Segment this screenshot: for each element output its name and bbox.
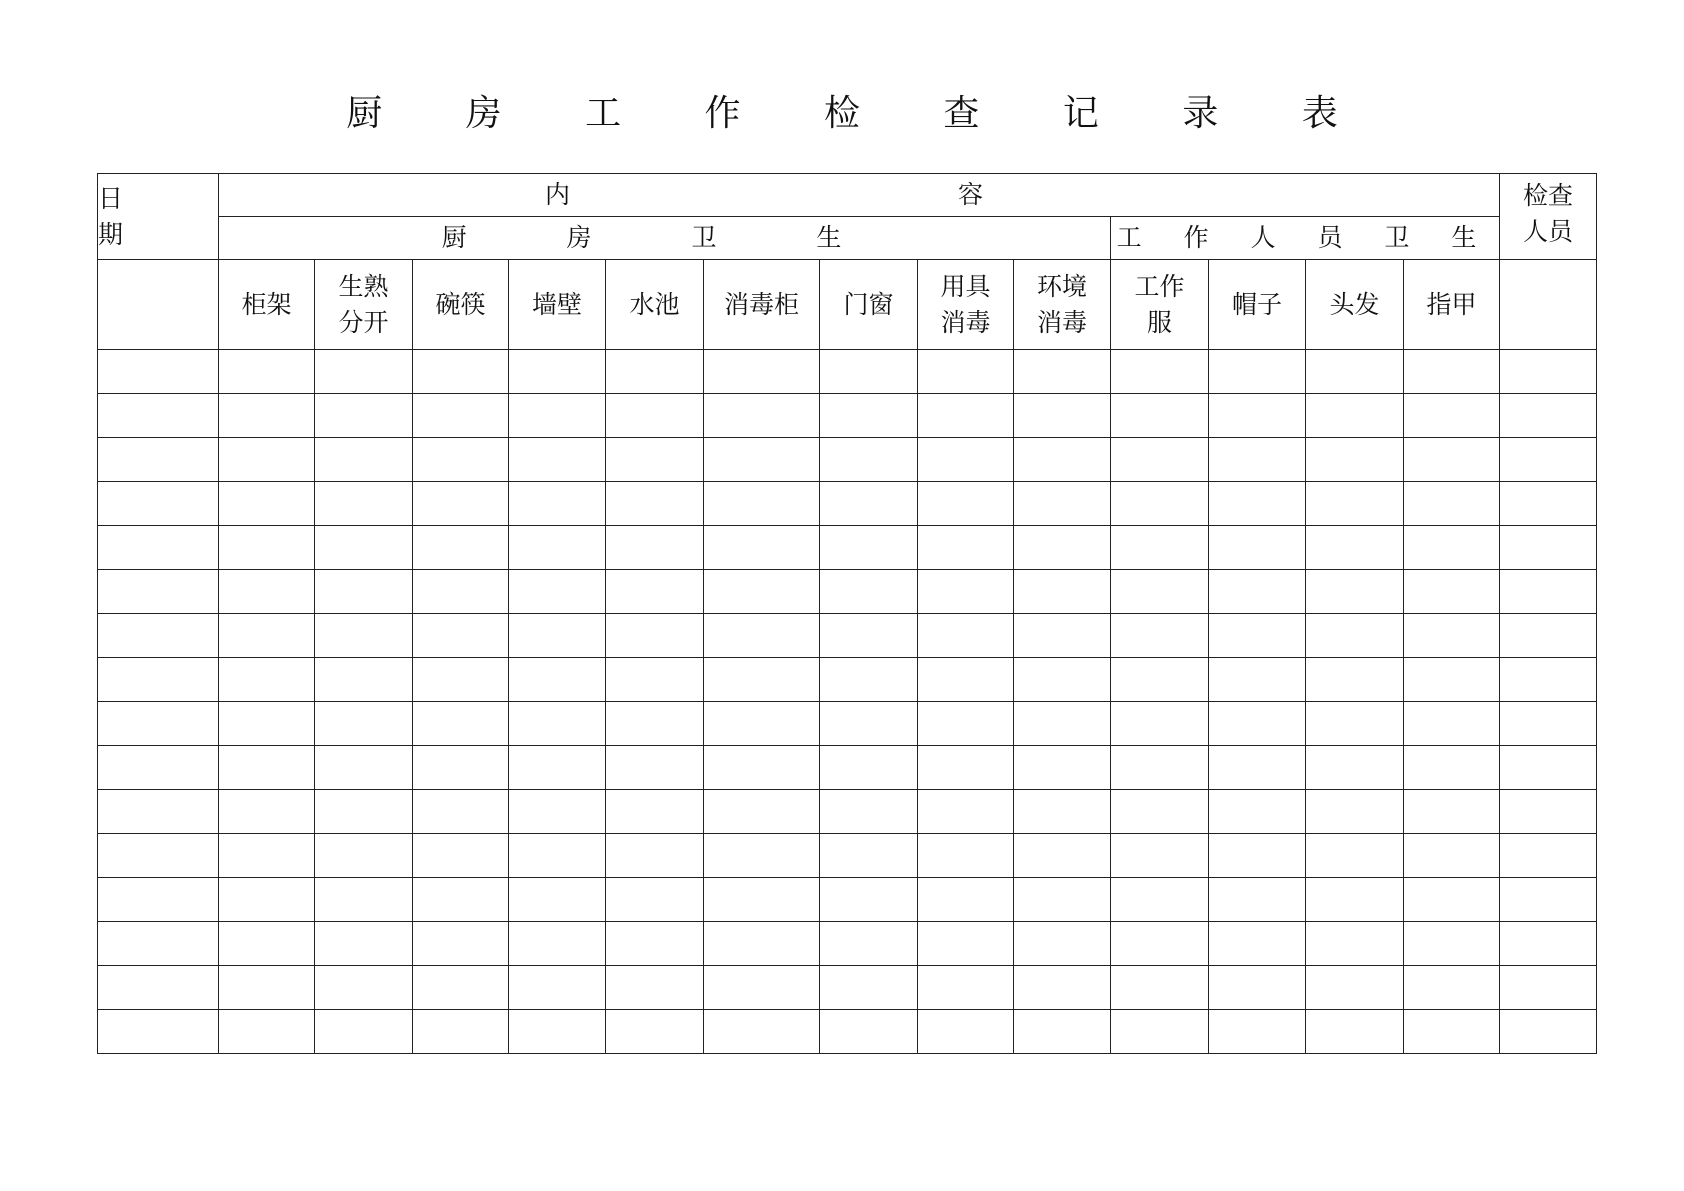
check-cell[interactable] [1111,834,1209,878]
check-cell[interactable] [315,702,413,746]
table-row [98,350,1597,394]
check-cell[interactable] [1209,394,1306,438]
check-cell[interactable] [219,350,315,394]
check-cell[interactable] [219,394,315,438]
check-cell[interactable] [1209,834,1306,878]
check-cell[interactable] [1111,438,1209,482]
check-cell[interactable] [606,394,704,438]
date-cell[interactable] [98,438,219,482]
check-cell[interactable] [918,658,1014,702]
check-cell[interactable] [315,966,413,1010]
check-cell[interactable] [1404,570,1500,614]
date-cell[interactable] [98,394,219,438]
check-cell[interactable] [1014,922,1111,966]
column-header [704,260,820,350]
check-cell[interactable] [606,702,704,746]
column-header-line1: 帽子 [1231,289,1282,319]
check-cell[interactable] [413,350,509,394]
check-cell[interactable] [315,790,413,834]
check-cell[interactable] [606,746,704,790]
check-cell[interactable] [1404,966,1500,1010]
check-cell[interactable] [606,658,704,702]
check-cell[interactable] [820,350,918,394]
check-cell[interactable] [1306,350,1404,394]
table-row [98,966,1597,1010]
check-cell[interactable] [704,878,820,922]
table-row [98,834,1597,878]
check-cell[interactable] [315,350,413,394]
check-cell[interactable] [509,966,606,1010]
check-cell[interactable] [918,526,1014,570]
check-cell[interactable] [1209,350,1306,394]
date-cell[interactable] [98,658,219,702]
check-cell[interactable] [704,1010,820,1054]
check-cell[interactable] [1404,614,1500,658]
check-cell[interactable] [820,438,918,482]
column-header [918,260,1014,350]
check-cell[interactable] [1014,438,1111,482]
check-cell[interactable] [1404,350,1500,394]
check-cell[interactable] [704,790,820,834]
check-cell[interactable] [606,482,704,526]
check-cell[interactable] [918,746,1014,790]
check-cell[interactable] [918,702,1014,746]
inspector-cell[interactable] [1500,570,1597,614]
check-cell[interactable] [413,702,509,746]
inspector-column-blank [1500,260,1597,350]
check-cell[interactable] [1209,790,1306,834]
check-cell[interactable] [1014,350,1111,394]
check-cell[interactable] [820,834,918,878]
check-cell[interactable] [918,790,1014,834]
check-cell[interactable] [820,702,918,746]
check-cell[interactable] [1404,394,1500,438]
check-cell[interactable] [315,526,413,570]
check-cell[interactable] [1209,438,1306,482]
check-cell[interactable] [1111,614,1209,658]
check-cell[interactable] [413,746,509,790]
check-cell[interactable] [1306,570,1404,614]
check-cell[interactable] [606,438,704,482]
check-cell[interactable] [315,834,413,878]
check-cell[interactable] [1209,1010,1306,1054]
check-cell[interactable] [315,394,413,438]
check-cell[interactable] [1111,966,1209,1010]
table-row [98,790,1597,834]
column-header-line1: 消毒柜 [723,289,799,319]
check-cell[interactable] [1014,746,1111,790]
inspector-header-line1: 检查 [1522,181,1573,210]
check-cell[interactable] [1014,702,1111,746]
table-row [98,482,1597,526]
check-cell[interactable] [1014,1010,1111,1054]
check-cell[interactable] [413,658,509,702]
check-cell[interactable] [918,878,1014,922]
check-cell[interactable] [1306,834,1404,878]
check-cell[interactable] [704,394,820,438]
check-cell[interactable] [704,482,820,526]
check-cell[interactable] [509,878,606,922]
check-cell[interactable] [1209,482,1306,526]
column-header-line2: 消毒 [1036,307,1087,337]
check-cell[interactable] [1209,570,1306,614]
check-cell[interactable] [413,570,509,614]
check-cell[interactable] [1014,966,1111,1010]
check-cell[interactable] [1306,658,1404,702]
column-header [606,260,704,350]
check-cell[interactable] [413,834,509,878]
date-cell[interactable] [98,790,219,834]
table-row [98,438,1597,482]
check-cell[interactable] [820,878,918,922]
check-cell[interactable] [606,526,704,570]
check-cell[interactable] [1014,658,1111,702]
check-cell[interactable] [820,746,918,790]
inspector-cell[interactable] [1500,526,1597,570]
check-cell[interactable] [918,482,1014,526]
table-row [98,702,1597,746]
check-cell[interactable] [1209,614,1306,658]
column-header [820,260,918,350]
check-cell[interactable] [1306,1010,1404,1054]
table-row [98,746,1597,790]
check-cell[interactable] [820,922,918,966]
inspector-cell[interactable] [1500,790,1597,834]
inspector-cell[interactable] [1500,658,1597,702]
check-cell[interactable] [820,966,918,1010]
check-cell[interactable] [606,570,704,614]
inspector-cell[interactable] [1500,438,1597,482]
check-cell[interactable] [1306,438,1404,482]
check-cell[interactable] [704,746,820,790]
check-cell[interactable] [918,614,1014,658]
check-cell[interactable] [1209,966,1306,1010]
check-cell[interactable] [1014,570,1111,614]
inspection-record-table [97,173,1597,1054]
check-cell[interactable] [1111,394,1209,438]
date-cell[interactable] [98,526,219,570]
check-cell[interactable] [918,922,1014,966]
check-cell[interactable] [704,966,820,1010]
check-cell[interactable] [1014,614,1111,658]
column-header-line1: 门窗 [843,289,894,319]
inspector-cell[interactable] [1500,482,1597,526]
check-cell[interactable] [509,702,606,746]
check-cell[interactable] [918,350,1014,394]
check-cell[interactable] [509,394,606,438]
column-header-line2: 服 [1146,307,1172,337]
check-cell[interactable] [1111,702,1209,746]
check-cell[interactable] [219,438,315,482]
check-cell[interactable] [219,658,315,702]
check-cell[interactable] [315,922,413,966]
check-cell[interactable] [1209,658,1306,702]
check-cell[interactable] [1404,922,1500,966]
check-cell[interactable] [315,878,413,922]
column-header [509,260,606,350]
check-cell[interactable] [704,570,820,614]
column-header-line2: 分开 [338,307,389,337]
inspector-cell[interactable] [1500,922,1597,966]
inspector-cell[interactable] [1500,746,1597,790]
check-cell[interactable] [219,482,315,526]
check-cell[interactable] [606,1010,704,1054]
check-cell[interactable] [509,922,606,966]
check-cell[interactable] [1306,614,1404,658]
date-cell[interactable] [98,834,219,878]
check-cell[interactable] [1014,482,1111,526]
date-cell[interactable] [98,614,219,658]
date-cell[interactable] [98,922,219,966]
check-cell[interactable] [413,790,509,834]
inspector-cell[interactable] [1500,394,1597,438]
check-cell[interactable] [413,878,509,922]
check-cell[interactable] [509,570,606,614]
check-cell[interactable] [606,878,704,922]
table-row [98,614,1597,658]
check-cell[interactable] [315,746,413,790]
check-cell[interactable] [1111,482,1209,526]
check-cell[interactable] [1404,1010,1500,1054]
check-cell[interactable] [1111,658,1209,702]
check-cell[interactable] [1404,658,1500,702]
check-cell[interactable] [704,922,820,966]
check-cell[interactable] [219,834,315,878]
check-cell[interactable] [918,966,1014,1010]
date-cell[interactable] [98,878,219,922]
column-header-line1: 头发 [1329,289,1380,319]
check-cell[interactable] [1111,790,1209,834]
check-cell[interactable] [315,570,413,614]
check-cell[interactable] [1209,526,1306,570]
column-header-line1: 生熟 [338,271,389,301]
check-cell[interactable] [1306,702,1404,746]
table-row [98,878,1597,922]
date-column-blank [98,260,219,350]
check-cell[interactable] [820,482,918,526]
check-cell[interactable] [509,526,606,570]
date-cell[interactable] [98,1010,219,1054]
date-cell[interactable] [98,570,219,614]
check-cell[interactable] [1404,702,1500,746]
date-cell[interactable] [98,746,219,790]
check-cell[interactable] [820,570,918,614]
check-cell[interactable] [1209,746,1306,790]
column-header [1111,260,1209,350]
check-cell[interactable] [219,526,315,570]
check-cell[interactable] [1306,878,1404,922]
inspector-cell[interactable] [1500,1010,1597,1054]
check-cell[interactable] [509,482,606,526]
check-cell[interactable] [704,526,820,570]
check-cell[interactable] [509,350,606,394]
check-cell[interactable] [820,526,918,570]
check-cell[interactable] [1014,394,1111,438]
inspector-header-line2: 人员 [1522,217,1573,246]
check-cell[interactable] [1209,702,1306,746]
check-cell[interactable] [704,834,820,878]
check-cell[interactable] [1306,746,1404,790]
check-cell[interactable] [1014,834,1111,878]
date-cell[interactable] [98,702,219,746]
check-cell[interactable] [219,878,315,922]
check-cell[interactable] [1209,922,1306,966]
column-header-line2: 消毒 [940,307,991,337]
inspector-cell[interactable] [1500,834,1597,878]
inspector-cell[interactable] [1500,350,1597,394]
check-cell[interactable] [1404,438,1500,482]
check-cell[interactable] [219,614,315,658]
column-header-line1: 用具 [940,271,991,301]
check-cell[interactable] [606,614,704,658]
check-cell[interactable] [315,482,413,526]
kitchen-hygiene-header: 厨 房 卫 生 [219,217,1111,260]
check-cell[interactable] [704,350,820,394]
check-cell[interactable] [820,614,918,658]
check-cell[interactable] [1404,746,1500,790]
inspector-cell[interactable] [1500,614,1597,658]
check-cell[interactable] [820,658,918,702]
check-cell[interactable] [606,922,704,966]
check-cell[interactable] [413,922,509,966]
check-cell[interactable] [820,394,918,438]
check-cell[interactable] [219,1010,315,1054]
column-header-line1: 环境 [1036,271,1087,301]
table-row [98,922,1597,966]
check-cell[interactable] [606,790,704,834]
check-cell[interactable] [918,834,1014,878]
check-cell[interactable] [820,1010,918,1054]
check-cell[interactable] [509,658,606,702]
content-header: 内 容 [219,174,1500,217]
check-cell[interactable] [820,790,918,834]
check-cell[interactable] [219,570,315,614]
check-cell[interactable] [315,438,413,482]
column-header-line1: 碗筷 [435,289,486,319]
date-cell[interactable] [98,966,219,1010]
check-cell[interactable] [1404,526,1500,570]
column-header [413,260,509,350]
check-cell[interactable] [606,834,704,878]
column-header [1209,260,1306,350]
column-header [219,260,315,350]
check-cell[interactable] [509,746,606,790]
column-header-line1: 墙壁 [531,289,582,319]
check-cell[interactable] [1306,790,1404,834]
column-header-line1: 柜架 [241,289,292,319]
check-cell[interactable] [509,614,606,658]
check-cell[interactable] [509,834,606,878]
check-cell[interactable] [1014,790,1111,834]
date-header: 日 期 [98,174,219,260]
check-cell[interactable] [413,526,509,570]
check-cell[interactable] [413,482,509,526]
check-cell[interactable] [1404,878,1500,922]
check-cell[interactable] [413,614,509,658]
check-cell[interactable] [219,790,315,834]
check-cell[interactable] [219,702,315,746]
check-cell[interactable] [1404,482,1500,526]
check-cell[interactable] [413,394,509,438]
check-cell[interactable] [315,614,413,658]
check-cell[interactable] [918,394,1014,438]
date-cell[interactable] [98,350,219,394]
check-cell[interactable] [918,1010,1014,1054]
table-row [98,658,1597,702]
column-header [1014,260,1111,350]
check-cell[interactable] [1404,790,1500,834]
check-cell[interactable] [1111,746,1209,790]
check-cell[interactable] [509,1010,606,1054]
column-header-line1: 水池 [629,289,680,319]
check-cell[interactable] [918,438,1014,482]
check-cell[interactable] [509,438,606,482]
check-cell[interactable] [1014,526,1111,570]
check-cell[interactable] [606,966,704,1010]
check-cell[interactable] [219,746,315,790]
check-cell[interactable] [1111,570,1209,614]
column-header-line1: 工作 [1134,271,1185,301]
check-cell[interactable] [1306,394,1404,438]
check-cell[interactable] [1111,350,1209,394]
check-cell[interactable] [219,966,315,1010]
check-cell[interactable] [1404,834,1500,878]
check-cell[interactable] [315,658,413,702]
check-cell[interactable] [1306,482,1404,526]
check-cell[interactable] [606,350,704,394]
table-row [98,1010,1597,1054]
check-cell[interactable] [1306,526,1404,570]
column-header [1306,260,1404,350]
page-title: 厨 房 工 作 检 查 记 录 表 [346,93,1374,134]
date-cell[interactable] [98,482,219,526]
check-cell[interactable] [704,658,820,702]
check-cell[interactable] [413,966,509,1010]
check-cell[interactable] [219,922,315,966]
inspector-cell[interactable] [1500,966,1597,1010]
inspector-cell[interactable] [1500,702,1597,746]
check-cell[interactable] [1306,922,1404,966]
table-row [98,570,1597,614]
check-cell[interactable] [918,570,1014,614]
check-cell[interactable] [1111,526,1209,570]
check-cell[interactable] [315,1010,413,1054]
table-row [98,394,1597,438]
inspector-header [1500,174,1597,260]
check-cell[interactable] [1306,966,1404,1010]
check-cell[interactable] [1111,1010,1209,1054]
check-cell[interactable] [1111,878,1209,922]
staff-hygiene-header: 工 作 人 员 卫 生 [1111,217,1500,260]
check-cell[interactable] [704,438,820,482]
check-cell[interactable] [1014,878,1111,922]
check-cell[interactable] [413,438,509,482]
check-cell[interactable] [1111,922,1209,966]
column-header [1404,260,1500,350]
column-header-line1: 指甲 [1426,289,1477,319]
column-header [315,260,413,350]
check-cell[interactable] [1209,878,1306,922]
check-cell[interactable] [413,1010,509,1054]
check-cell[interactable] [704,702,820,746]
check-cell[interactable] [704,614,820,658]
inspector-cell[interactable] [1500,878,1597,922]
table-row [98,526,1597,570]
check-cell[interactable] [509,790,606,834]
